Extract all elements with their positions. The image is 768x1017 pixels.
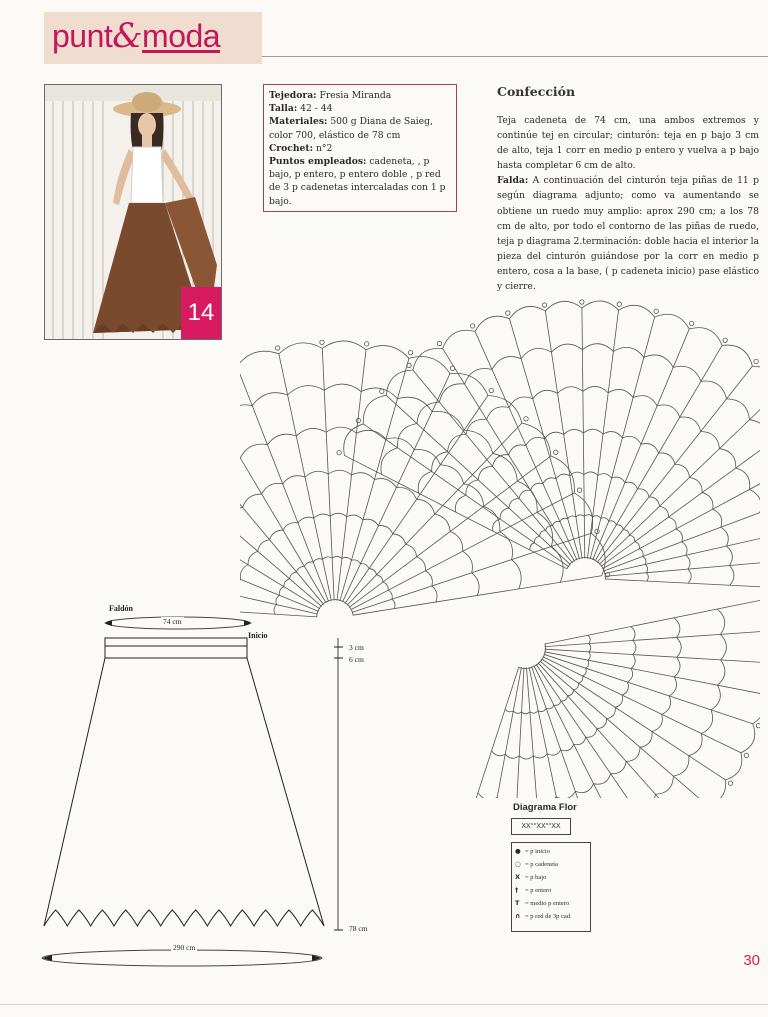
diagrama-flor-pattern: XX°°XX°°XX <box>511 818 571 835</box>
falda-text: A continuación del cinturón teja piñas de 11 p según diagrama adjunto; como va aumentando se obtiene un ruedo muy amplio: aprox 290 cm; a los 78 cm de alto, por todo el contorno de las piñas de ruedo, teja p diagrama 2.terminación: doble hacia el interior la pieza del cinturón guiándose por la corr en medio p entero, cosa a la base, ( p cadeneta inicio) pase elástico y cierre. <box>497 175 759 293</box>
inicio-label: Inicio <box>248 631 268 640</box>
x-stitch-icon: X <box>515 873 521 881</box>
legend-item: X = p bajo <box>515 873 547 881</box>
waistband-shape <box>105 638 247 658</box>
stitch-legend <box>511 842 591 932</box>
talla-value: 42 - 44 <box>300 103 333 115</box>
waist-width-label: 74 cm <box>163 617 182 626</box>
crochet-value: n°2 <box>315 142 333 154</box>
model-photo <box>44 84 222 340</box>
falda-label: Falda: <box>497 175 529 187</box>
talla-label: Talla: <box>269 103 298 115</box>
legend-item: ○ = p cadeneta <box>515 860 558 868</box>
pattern-number-badge: 14 <box>181 287 221 339</box>
chain-loop-icon: ∩ <box>515 912 521 920</box>
puntos-label: Puntos empleados: <box>269 156 367 168</box>
faldon-title: Faldón <box>109 604 134 613</box>
diagrama-flor-title: Diagrama Flor <box>513 802 577 813</box>
legend-item: ∩ = p red de 3p cad. <box>515 912 572 920</box>
crochet-label: Crochet: <box>269 142 314 154</box>
double-crochet-icon: † <box>515 886 519 894</box>
tejedora-value: Fresia Miranda <box>319 90 392 101</box>
materiales-label: Materiales: <box>269 116 328 128</box>
confeccion-title: Confección <box>497 84 576 99</box>
header-rule <box>262 56 768 57</box>
height-78cm-label: 78 cm <box>349 924 368 933</box>
hem-width-label: 290 cm <box>173 943 196 952</box>
half-double-icon: T <box>515 899 520 907</box>
tejedora-label: Tejedora: <box>269 90 317 101</box>
footer-rule <box>0 1004 768 1005</box>
materiales-value: 500 g Diana de Saieg, color 700, elástico de 78 cm <box>269 116 433 141</box>
confeccion-body <box>497 113 759 294</box>
puntos-value: cadeneta, , p bajo, p entero, p entero doble , p red de 3 p cadenetas intercaladas con 1 p bajo. <box>269 156 446 207</box>
confeccion-paragraph-1: Teja cadeneta de 74 cm, una ambos extremos y continúe tej en circular; cinturón: teja en p bajo 3 cm de alto, teja 1 corr en medio p entero y vuelva a p bajo hasta completar 6 cm de alto. <box>497 115 759 172</box>
filled-dot-icon: ● <box>515 847 521 855</box>
legend-item: ● = p inicio <box>515 847 550 855</box>
legend-item: T = medio p entero <box>515 899 570 907</box>
page-number: 30 <box>743 952 760 969</box>
height-6cm-label: 6 cm <box>349 655 364 664</box>
brand-logo: punt&moda <box>52 16 221 56</box>
open-circle-icon: ○ <box>515 860 521 868</box>
skirt-schematic-diagram <box>38 598 388 968</box>
height-3cm-label: 3 cm <box>349 643 364 652</box>
hem-scallop-edge <box>44 910 324 926</box>
legend-item: † = p entero <box>515 886 552 894</box>
pattern-info-box <box>263 84 457 212</box>
